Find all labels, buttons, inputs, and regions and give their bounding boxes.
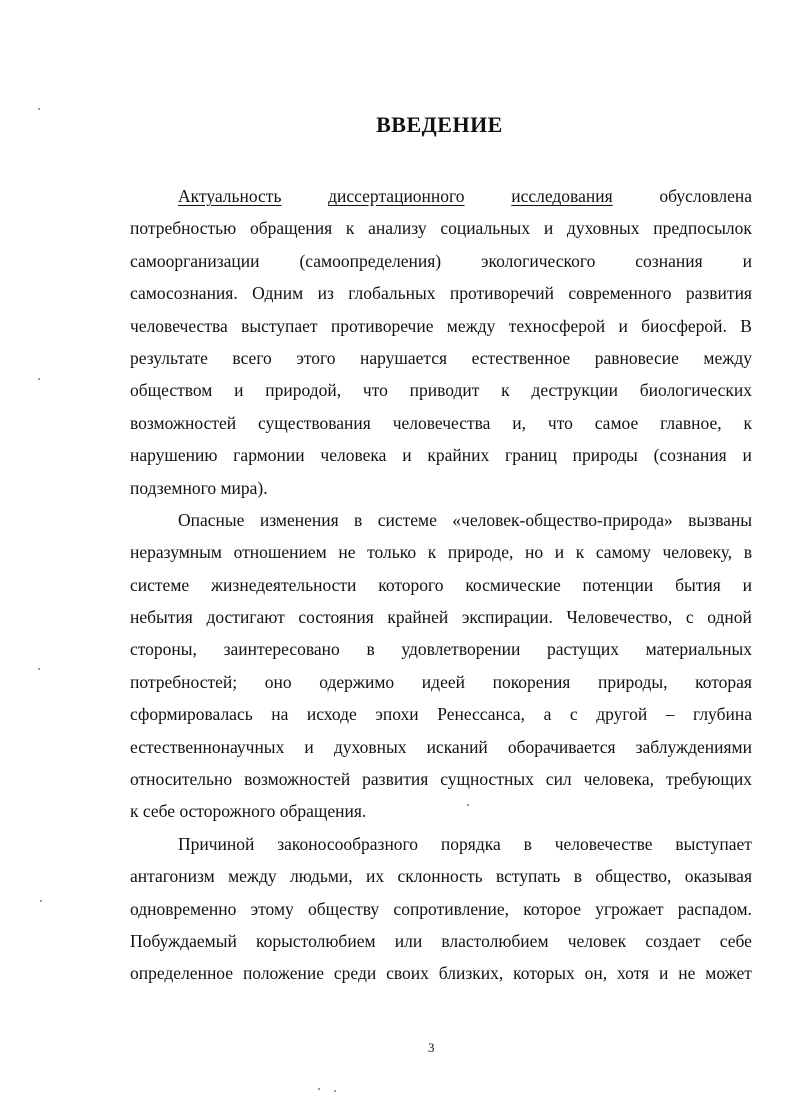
text-word: что [547,412,573,433]
text-word: их [366,866,385,887]
text-word: В [740,315,752,336]
text-word: к [575,542,585,563]
text-word: всего [232,347,272,368]
text-word: этого [296,347,336,368]
paragraph-1 [130,180,752,990]
text-word: людьми, [290,866,353,887]
text-word: в [523,833,532,854]
text-word: сопротивление, [393,898,509,919]
text-word: жизнедеятельности [210,574,357,595]
text-word: системе [377,509,437,530]
text-word: вызваны [688,509,752,530]
text-word: в [354,509,363,530]
text-word: растущих [546,639,620,660]
text-word: главное, [660,412,722,433]
text-word: природы, [597,671,668,692]
page-number: 3 [428,1040,435,1055]
text-word: Опасные [178,509,245,530]
text-word: между [446,315,496,336]
text-line [130,342,752,374]
text-word: состояния [298,607,374,628]
text-line [130,180,752,212]
page-title: ВВЕДЕНИЕ [376,112,503,137]
text-word: материальных [645,639,752,660]
text-word: – [665,704,675,725]
text-word: идеей [421,671,465,692]
text-word: неразумным [130,542,222,563]
text-word: самосознания. [130,283,238,304]
text-word: деструкции [531,380,619,401]
text-word: только [367,542,417,563]
text-word: самому [595,542,651,563]
text-word: потенции [582,574,654,595]
text-word: заблуждениями [635,736,752,757]
text-line [130,374,752,406]
text-word: сил [545,769,572,790]
text-word: духовных [566,218,640,239]
text-word: духовных [333,736,407,757]
text-word: и [742,445,752,466]
text-line [130,569,752,601]
text-word: противоречий [449,283,554,304]
text-word: он, [584,963,608,984]
text-word: одновременно [130,898,237,919]
text-word: порядка [440,833,501,854]
text-word: биосферой. [641,315,727,336]
text-word: небытия [130,607,193,628]
text-word: с [685,607,694,628]
text-word: заинтересовано [223,639,340,660]
text-line: подземного мира). [130,477,268,498]
text-word: и [402,445,412,466]
text-word: но [524,542,544,563]
text-line [130,277,752,309]
text-word: корыстолюбием [256,930,376,951]
text-word: результате [130,347,208,368]
text-word: не [338,542,356,563]
text-word: другой [596,704,648,725]
text-word: которая [695,671,752,692]
text-word: границ [505,445,557,466]
text-word: сознания [635,250,703,271]
text-word: глобальных [348,283,436,304]
text-word: между [703,347,752,368]
text-word: предпосылок [653,218,752,239]
text-word: покорения [492,671,571,692]
text-word: современного [568,283,672,304]
text-word: хотя [617,963,650,984]
text-line [130,245,752,277]
text-word: и [658,963,669,984]
text-word: в [573,866,582,887]
text-word: оказывая [684,866,752,887]
underlined-word: диссертационного [328,186,465,206]
text-word: Человечество, [566,607,673,628]
text-word: нарушается [359,347,448,368]
text-word: гармонии [233,445,305,466]
text-word: властолюбием [441,930,549,951]
text-word: отношением [233,542,327,563]
text-word: человечества [130,315,228,336]
text-word: естественнонаучных [130,736,285,757]
text-word: существования [257,412,371,433]
text-word: угрожает [595,898,664,919]
text-word: крайних [427,445,490,466]
text-word: (самоопределения) [299,250,442,271]
text-line [130,925,752,957]
text-word: одержимо [319,671,395,692]
text-word: человеку, [662,542,733,563]
text-word: антагонизм [130,866,215,887]
text-word: природой, [265,380,342,401]
text-word: космические [465,574,561,595]
text-word: исканий [426,736,488,757]
text-word: бытия [675,574,721,595]
text-word: биологических [639,380,752,401]
text-word: человечестве [554,833,653,854]
scan-speck [38,108,40,110]
text-word: может [705,963,752,984]
text-word: самоорганизации [130,250,260,271]
scan-speck [467,804,469,806]
text-word: а [543,704,552,725]
text-word: глубина [693,704,752,725]
text-word: человека [320,445,387,466]
text-word: равновесие [594,347,679,368]
text-word: обществу [308,898,380,919]
text-line [130,601,752,633]
text-word: Ренессанса, [437,704,526,725]
text-word: природы [572,445,638,466]
text-word: (сознания [653,445,727,466]
text-line [130,633,752,665]
text-word: что [362,380,388,401]
text-word: и [618,315,628,336]
text-word: обусловлена [659,186,752,206]
text-word: анализу [368,218,427,239]
text-word: Одним [252,283,304,304]
scan-speck [40,900,42,902]
text-word: потребностей; [130,671,238,692]
text-word: человека, [583,769,654,790]
text-word: сущностных [440,769,534,790]
text-word: удовлетворении [401,639,521,660]
text-word: распадом. [677,898,752,919]
text-word: достигают [206,607,285,628]
text-word: возможностей [244,769,351,790]
text-line [130,860,752,892]
text-line [130,504,752,536]
text-line [130,439,752,471]
text-line [130,763,752,795]
text-word: относительно [130,769,233,790]
text-word: близких, [438,963,504,984]
text-word: к [743,412,752,433]
text-line [130,310,752,342]
text-line [130,666,752,698]
text-word: крайней [387,607,449,628]
text-word: вступать [495,866,561,887]
text-word: обращения [249,218,333,239]
text-word: из [317,283,334,304]
text-word: и [554,542,565,563]
text-word: и [234,380,244,401]
text-word: эпохи [375,704,419,725]
text-line [130,407,752,439]
text-word: или [394,930,423,951]
text-word: которых [513,963,575,984]
text-line [130,893,752,925]
text-word: выступает [675,833,752,854]
text-word: Побуждаемый [130,930,237,951]
text-word: экспирации. [461,607,553,628]
text-word: и [742,574,752,595]
text-word: выступает [241,315,318,336]
text-word: «человек-общество-природа» [452,509,673,530]
text-word: склонность [397,866,483,887]
text-line [130,828,752,860]
text-word: системе [130,574,190,595]
text-word: и [304,736,314,757]
text-word: между [228,866,277,887]
text-word: социальных [440,218,531,239]
text-line [130,536,752,568]
underlined-word: Актуальность [178,186,282,206]
text-word: развития [685,283,752,304]
text-word: оно [264,671,292,692]
text-word: с [569,704,578,725]
text-word: приводит [409,380,480,401]
text-word: исходе [306,704,357,725]
text-word: к [427,542,437,563]
scan-speck [334,1090,336,1092]
text-word: в [743,542,752,563]
underlined-word: исследования [511,186,613,206]
text-word: положение [242,963,324,984]
text-word: требующих [665,769,752,790]
text-word: этому [250,898,294,919]
text-word: в [366,639,375,660]
text-word: развития [362,769,429,790]
scan-speck [38,668,40,670]
text-word: противоречие [330,315,434,336]
text-word: законосообразного [277,833,419,854]
text-word: своих [386,963,429,984]
text-word: и [543,218,554,239]
text-word: на [271,704,289,725]
text-word: техносферой [508,315,606,336]
text-word: и [742,250,752,271]
text-word: человек [567,930,627,951]
text-word: одной [707,607,752,628]
text-word: оборачивается [507,736,616,757]
text-word: природе, [447,542,514,563]
scan-speck [38,378,40,380]
text-word: Причиной [178,833,255,854]
text-word: естественное [471,347,571,368]
text-word: не [678,963,696,984]
text-word: возможностей [130,412,237,433]
text-word: стороны, [130,639,197,660]
text-word: создает [645,930,701,951]
text-line [130,957,752,989]
text-word: и, [512,412,527,433]
text-word: которого [378,574,444,595]
text-word: изменения [259,509,339,530]
scan-speck [318,1088,320,1090]
text-word: сформировалась [130,704,253,725]
text-word: которое [523,898,582,919]
text-word: среди [333,963,377,984]
text-word: самое [594,412,639,433]
text-word: к [345,218,355,239]
text-word: обществом [130,380,213,401]
text-word: потребностью [130,218,237,239]
text-word: общество, [595,866,672,887]
text-line [130,698,752,730]
text-word: нарушению [130,445,218,466]
text-word: человечества [392,412,491,433]
text-word: к [501,380,510,401]
text-line: к себе осторожного обращения. [130,801,367,822]
text-word: определенное [130,963,234,984]
text-word: себе [719,930,752,951]
text-line [130,212,752,244]
text-line [130,731,752,763]
text-word: экологического [481,250,596,271]
